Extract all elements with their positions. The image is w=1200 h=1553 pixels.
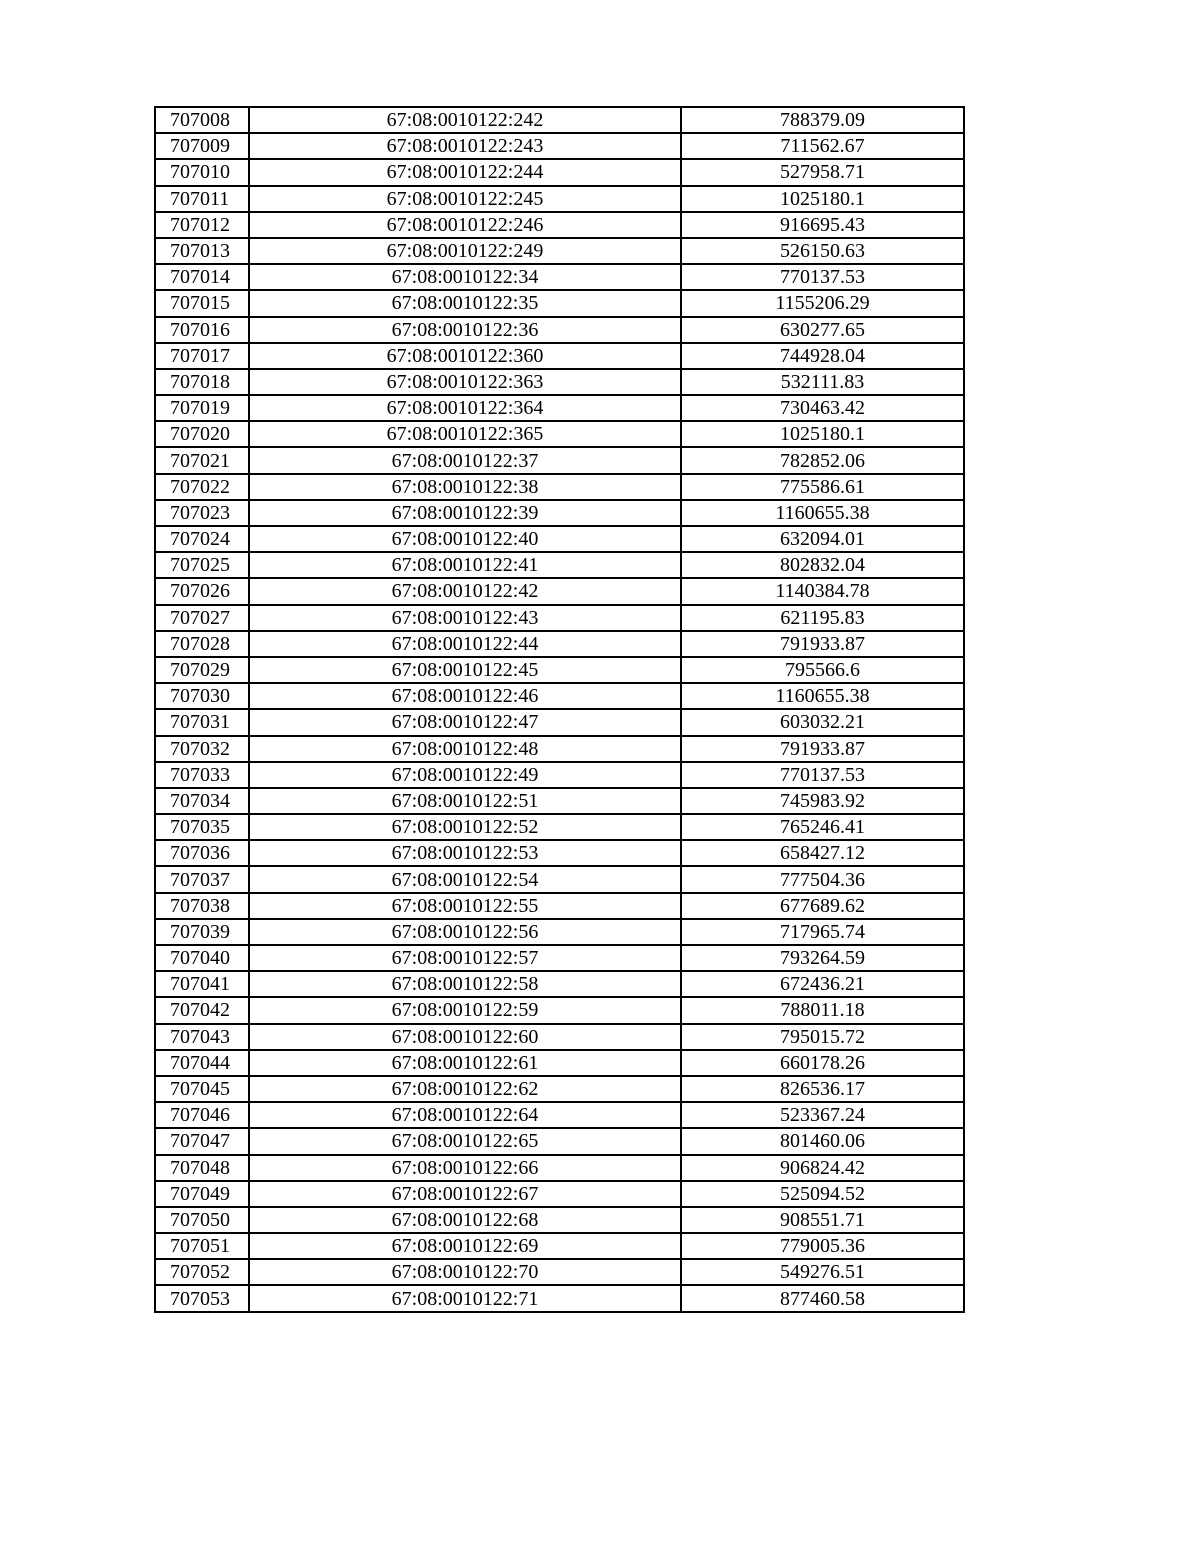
table-row <box>155 919 964 945</box>
value-cell: 777504.36 <box>681 866 964 892</box>
table-row <box>155 317 964 343</box>
table-row <box>155 500 964 526</box>
cadastral-number-cell: 67:08:0010122:34 <box>249 264 681 290</box>
row-id-cell: 707034 <box>155 788 249 814</box>
value-cell: 916695.43 <box>681 212 964 238</box>
table-row <box>155 1181 964 1207</box>
row-id-cell: 707027 <box>155 605 249 631</box>
table-body <box>155 107 964 1312</box>
cadastral-number-cell: 67:08:0010122:41 <box>249 552 681 578</box>
value-cell: 793264.59 <box>681 945 964 971</box>
value-cell: 791933.87 <box>681 736 964 762</box>
table-row <box>155 290 964 316</box>
row-id-cell: 707025 <box>155 552 249 578</box>
value-cell: 1025180.1 <box>681 186 964 212</box>
cadastral-number-cell: 67:08:0010122:56 <box>249 919 681 945</box>
row-id-cell: 707032 <box>155 736 249 762</box>
value-cell: 779005.36 <box>681 1233 964 1259</box>
table-row <box>155 447 964 473</box>
cadastral-number-cell: 67:08:0010122:68 <box>249 1207 681 1233</box>
row-id-cell: 707008 <box>155 107 249 133</box>
cadastral-number-cell: 67:08:0010122:45 <box>249 657 681 683</box>
value-cell: 908551.71 <box>681 1207 964 1233</box>
table-row <box>155 709 964 735</box>
row-id-cell: 707030 <box>155 683 249 709</box>
table-row <box>155 997 964 1023</box>
table-row <box>155 893 964 919</box>
row-id-cell: 707028 <box>155 631 249 657</box>
table-row <box>155 657 964 683</box>
table-row <box>155 1102 964 1128</box>
row-id-cell: 707043 <box>155 1024 249 1050</box>
row-id-cell: 707009 <box>155 133 249 159</box>
row-id-cell: 707039 <box>155 919 249 945</box>
cadastral-number-cell: 67:08:0010122:59 <box>249 997 681 1023</box>
table-row <box>155 1050 964 1076</box>
cadastral-number-cell: 67:08:0010122:44 <box>249 631 681 657</box>
row-id-cell: 707038 <box>155 893 249 919</box>
row-id-cell: 707048 <box>155 1155 249 1181</box>
table-row <box>155 421 964 447</box>
row-id-cell: 707029 <box>155 657 249 683</box>
cadastral-number-cell: 67:08:0010122:243 <box>249 133 681 159</box>
row-id-cell: 707047 <box>155 1128 249 1154</box>
row-id-cell: 707050 <box>155 1207 249 1233</box>
value-cell: 795566.6 <box>681 657 964 683</box>
value-cell: 801460.06 <box>681 1128 964 1154</box>
cadastral-number-cell: 67:08:0010122:36 <box>249 317 681 343</box>
cadastral-number-cell: 67:08:0010122:244 <box>249 159 681 185</box>
row-id-cell: 707045 <box>155 1076 249 1102</box>
row-id-cell: 707026 <box>155 578 249 604</box>
cadastral-number-cell: 67:08:0010122:37 <box>249 447 681 473</box>
cadastral-number-cell: 67:08:0010122:55 <box>249 893 681 919</box>
row-id-cell: 707018 <box>155 369 249 395</box>
table-row <box>155 395 964 421</box>
table-row <box>155 107 964 133</box>
value-cell: 826536.17 <box>681 1076 964 1102</box>
value-cell: 795015.72 <box>681 1024 964 1050</box>
row-id-cell: 707023 <box>155 500 249 526</box>
value-cell: 1140384.78 <box>681 578 964 604</box>
table-row <box>155 971 964 997</box>
value-cell: 527958.71 <box>681 159 964 185</box>
cadastral-number-cell: 67:08:0010122:38 <box>249 474 681 500</box>
row-id-cell: 707040 <box>155 945 249 971</box>
cadastral-number-cell: 67:08:0010122:48 <box>249 736 681 762</box>
row-id-cell: 707024 <box>155 526 249 552</box>
row-id-cell: 707021 <box>155 447 249 473</box>
row-id-cell: 707036 <box>155 840 249 866</box>
table-row <box>155 945 964 971</box>
cadastral-number-cell: 67:08:0010122:364 <box>249 395 681 421</box>
value-cell: 775586.61 <box>681 474 964 500</box>
cadastral-number-cell: 67:08:0010122:64 <box>249 1102 681 1128</box>
row-id-cell: 707042 <box>155 997 249 1023</box>
row-id-cell: 707019 <box>155 395 249 421</box>
table-row <box>155 474 964 500</box>
row-id-cell: 707049 <box>155 1181 249 1207</box>
row-id-cell: 707014 <box>155 264 249 290</box>
cadastral-number-cell: 67:08:0010122:245 <box>249 186 681 212</box>
table-row <box>155 1076 964 1102</box>
cadastral-number-cell: 67:08:0010122:46 <box>249 683 681 709</box>
value-cell: 717965.74 <box>681 919 964 945</box>
row-id-cell: 707044 <box>155 1050 249 1076</box>
value-cell: 906824.42 <box>681 1155 964 1181</box>
cadastral-number-cell: 67:08:0010122:57 <box>249 945 681 971</box>
table-row <box>155 840 964 866</box>
cadastral-number-cell: 67:08:0010122:246 <box>249 212 681 238</box>
row-id-cell: 707010 <box>155 159 249 185</box>
value-cell: 603032.21 <box>681 709 964 735</box>
value-cell: 802832.04 <box>681 552 964 578</box>
cadastral-number-cell: 67:08:0010122:40 <box>249 526 681 552</box>
table-row <box>155 212 964 238</box>
row-id-cell: 707016 <box>155 317 249 343</box>
value-cell: 788379.09 <box>681 107 964 133</box>
table-row <box>155 866 964 892</box>
table-row <box>155 605 964 631</box>
value-cell: 532111.83 <box>681 369 964 395</box>
cadastral-number-cell: 67:08:0010122:58 <box>249 971 681 997</box>
value-cell: 791933.87 <box>681 631 964 657</box>
value-cell: 730463.42 <box>681 395 964 421</box>
cadastral-number-cell: 67:08:0010122:70 <box>249 1259 681 1285</box>
row-id-cell: 707041 <box>155 971 249 997</box>
table-row <box>155 343 964 369</box>
table-row <box>155 1128 964 1154</box>
cadastral-number-cell: 67:08:0010122:67 <box>249 1181 681 1207</box>
value-cell: 1160655.38 <box>681 500 964 526</box>
row-id-cell: 707033 <box>155 762 249 788</box>
row-id-cell: 707053 <box>155 1285 249 1311</box>
cadastral-number-cell: 67:08:0010122:51 <box>249 788 681 814</box>
table-row <box>155 762 964 788</box>
row-id-cell: 707011 <box>155 186 249 212</box>
value-cell: 677689.62 <box>681 893 964 919</box>
cadastral-number-cell: 67:08:0010122:69 <box>249 1233 681 1259</box>
row-id-cell: 707051 <box>155 1233 249 1259</box>
value-cell: 525094.52 <box>681 1181 964 1207</box>
cadastral-number-cell: 67:08:0010122:60 <box>249 1024 681 1050</box>
cadastral-number-cell: 67:08:0010122:66 <box>249 1155 681 1181</box>
value-cell: 744928.04 <box>681 343 964 369</box>
value-cell: 711562.67 <box>681 133 964 159</box>
value-cell: 523367.24 <box>681 1102 964 1128</box>
cadastral-number-cell: 67:08:0010122:249 <box>249 238 681 264</box>
cadastral-number-cell: 67:08:0010122:62 <box>249 1076 681 1102</box>
row-id-cell: 707035 <box>155 814 249 840</box>
table-row <box>155 1024 964 1050</box>
value-cell: 630277.65 <box>681 317 964 343</box>
table-row <box>155 788 964 814</box>
row-id-cell: 707015 <box>155 290 249 316</box>
cadastral-number-cell: 67:08:0010122:39 <box>249 500 681 526</box>
table-row <box>155 736 964 762</box>
value-cell: 672436.21 <box>681 971 964 997</box>
cadastral-number-cell: 67:08:0010122:365 <box>249 421 681 447</box>
table-row <box>155 1233 964 1259</box>
cadastral-number-cell: 67:08:0010122:47 <box>249 709 681 735</box>
value-cell: 1155206.29 <box>681 290 964 316</box>
table-row <box>155 683 964 709</box>
row-id-cell: 707013 <box>155 238 249 264</box>
cadastral-number-cell: 67:08:0010122:363 <box>249 369 681 395</box>
cadastral-number-cell: 67:08:0010122:52 <box>249 814 681 840</box>
value-cell: 745983.92 <box>681 788 964 814</box>
value-cell: 658427.12 <box>681 840 964 866</box>
table-row <box>155 631 964 657</box>
value-cell: 1160655.38 <box>681 683 964 709</box>
cadastral-number-cell: 67:08:0010122:54 <box>249 866 681 892</box>
cadastral-number-cell: 67:08:0010122:242 <box>249 107 681 133</box>
table-row <box>155 186 964 212</box>
cadastral-number-cell: 67:08:0010122:65 <box>249 1128 681 1154</box>
value-cell: 877460.58 <box>681 1285 964 1311</box>
table-row <box>155 526 964 552</box>
value-cell: 1025180.1 <box>681 421 964 447</box>
value-cell: 770137.53 <box>681 762 964 788</box>
cadastral-number-cell: 67:08:0010122:43 <box>249 605 681 631</box>
value-cell: 788011.18 <box>681 997 964 1023</box>
table-row <box>155 238 964 264</box>
value-cell: 621195.83 <box>681 605 964 631</box>
table-row <box>155 264 964 290</box>
row-id-cell: 707046 <box>155 1102 249 1128</box>
row-id-cell: 707037 <box>155 866 249 892</box>
cadastral-number-cell: 67:08:0010122:71 <box>249 1285 681 1311</box>
table-row <box>155 814 964 840</box>
table-row <box>155 369 964 395</box>
table-row <box>155 578 964 604</box>
value-cell: 782852.06 <box>681 447 964 473</box>
row-id-cell: 707052 <box>155 1259 249 1285</box>
cadastral-number-cell: 67:08:0010122:61 <box>249 1050 681 1076</box>
table-row <box>155 159 964 185</box>
cadastral-number-cell: 67:08:0010122:42 <box>249 578 681 604</box>
value-cell: 765246.41 <box>681 814 964 840</box>
table-row <box>155 1259 964 1285</box>
data-table <box>154 106 965 1313</box>
table-row <box>155 552 964 578</box>
row-id-cell: 707031 <box>155 709 249 735</box>
value-cell: 660178.26 <box>681 1050 964 1076</box>
row-id-cell: 707020 <box>155 421 249 447</box>
value-cell: 632094.01 <box>681 526 964 552</box>
value-cell: 549276.51 <box>681 1259 964 1285</box>
cadastral-number-cell: 67:08:0010122:53 <box>249 840 681 866</box>
table-row <box>155 133 964 159</box>
cadastral-number-cell: 67:08:0010122:35 <box>249 290 681 316</box>
row-id-cell: 707022 <box>155 474 249 500</box>
table-row <box>155 1207 964 1233</box>
value-cell: 770137.53 <box>681 264 964 290</box>
cadastral-number-cell: 67:08:0010122:360 <box>249 343 681 369</box>
cadastral-number-cell: 67:08:0010122:49 <box>249 762 681 788</box>
table-row <box>155 1155 964 1181</box>
row-id-cell: 707012 <box>155 212 249 238</box>
table-row <box>155 1285 964 1311</box>
row-id-cell: 707017 <box>155 343 249 369</box>
value-cell: 526150.63 <box>681 238 964 264</box>
